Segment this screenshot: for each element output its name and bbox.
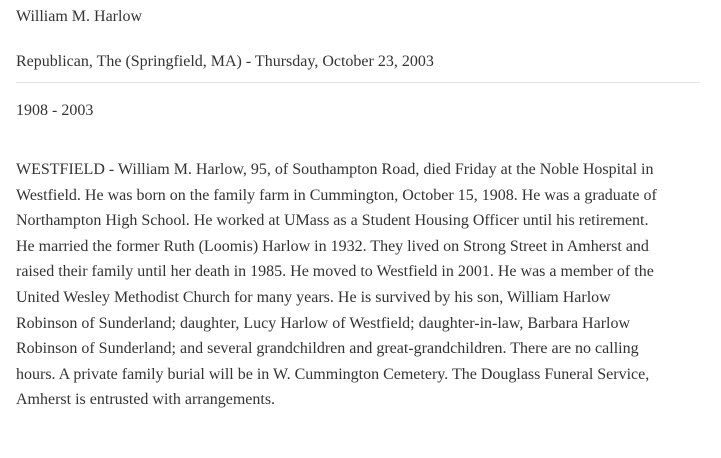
obituary-body: [16, 157, 706, 413]
obituary-name: William M. Harlow: [16, 8, 142, 25]
body-line: Northampton High School. He worked at UMass as a Student Housing Officer until his retirement.: [16, 212, 649, 230]
body-line: Robinson of Sunderland; daughter, Lucy Harlow of Westfield; daughter-in-law, Barbara Harlow: [16, 314, 631, 332]
body-line: WESTFIELD - William M. Harlow, 95, of Southampton Road, died Friday at the Noble Hospital in: [16, 161, 654, 178]
body-line: raised their family until her death in 1985. He moved to Westfield in 2001. He was a member of the: [16, 263, 654, 281]
divider: [16, 82, 700, 83]
body-line: Amherst is entrusted with arrangements.: [16, 391, 276, 409]
body-line: He married the former Ruth (Loomis) Harlow in 1932. They lived on Strong Street in Amherst and: [16, 237, 649, 255]
obituary-source: Republican, The (Springfield, MA) - Thursday, October 23, 2003: [16, 53, 434, 70]
obituary-dates: 1908 - 2003: [16, 102, 94, 119]
body-line: Robinson of Sunderland; and several grandchildren and great-grandchildren. There are no calling: [16, 340, 639, 358]
body-line: United Wesley Methodist Church for many years. He is survived by his son, William Harlow: [16, 288, 611, 306]
body-line: hours. A private family burial will be in W. Cummington Cemetery. The Douglass Funeral Service,: [16, 365, 650, 383]
body-line: Westfield. He was born on the family farm in Cummington, October 15, 1908. He was a graduate of: [16, 186, 657, 204]
